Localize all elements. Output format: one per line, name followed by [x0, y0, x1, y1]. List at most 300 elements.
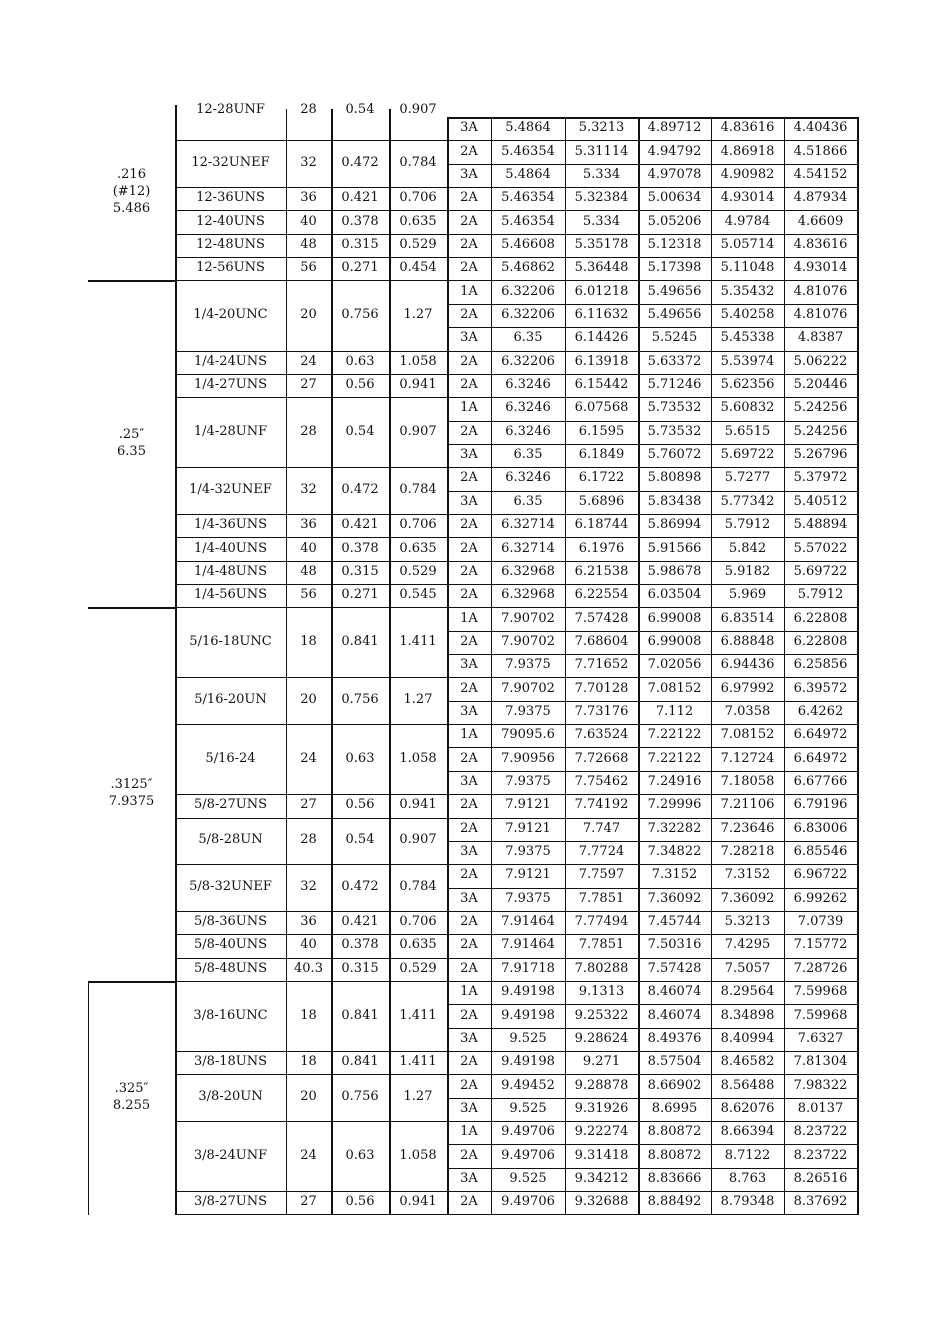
size-label-line: 8.255	[112, 1097, 151, 1113]
table-cell: 8.34898	[720, 1007, 775, 1023]
threads-per-inch: 48	[300, 563, 317, 579]
table-cell: 7.73176	[574, 703, 629, 719]
table-cell: 7.36092	[647, 890, 702, 906]
dimension-b: 0.529	[399, 236, 437, 252]
table-cell: 5.842	[728, 540, 767, 556]
dimension-b: 1.058	[399, 750, 437, 766]
thread-designation: 1/4-56UNS	[193, 587, 268, 603]
thread-class: 2A	[460, 1194, 478, 1210]
table-cell: 5.4864	[505, 166, 551, 182]
table-cell: 6.83006	[793, 820, 848, 836]
table-cell: 7.9375	[505, 844, 551, 860]
dimension-b: 1.058	[399, 353, 437, 369]
table-cell: 4.54152	[793, 166, 848, 182]
table-cell: 5.334	[582, 166, 621, 182]
table-cell: 9.271	[582, 1054, 621, 1070]
table-cell: 5.24256	[793, 400, 848, 416]
table-cell: 6.18744	[574, 517, 629, 533]
dimension-b: 0.907	[399, 832, 437, 848]
threads-per-inch: 27	[300, 1194, 317, 1210]
table-rule	[286, 1214, 447, 1215]
dimension-b: 0.784	[399, 482, 437, 498]
table-cell: 5.6515	[724, 423, 771, 439]
table-cell: 5.00634	[647, 190, 702, 206]
dimension-b: 0.907	[399, 423, 437, 439]
thread-designation: 1/4-24UNS	[193, 353, 268, 369]
table-cell: 7.9375	[505, 774, 551, 790]
table-cell: 4.83616	[720, 120, 775, 136]
table-cell: 7.28218	[720, 844, 775, 860]
table-cell: 6.94436	[720, 657, 775, 673]
table-cell: 4.9784	[724, 213, 771, 229]
table-cell: 4.86918	[720, 143, 775, 159]
table-cell: 7.4295	[724, 937, 771, 953]
dimension-a: 0.63	[345, 750, 375, 766]
thread-designation: 1/4-27UNS	[193, 377, 268, 393]
table-cell: 7.08152	[647, 680, 702, 696]
table-cell: 4.93014	[720, 190, 775, 206]
table-cell: 6.96722	[793, 867, 848, 883]
table-rule	[175, 105, 177, 1215]
thread-class: 2A	[460, 260, 478, 276]
table-cell: 7.23646	[720, 820, 775, 836]
table-cell: 6.83514	[720, 610, 775, 626]
thread-designation: 3/8-20UN	[198, 1089, 263, 1105]
thread-class: 3A	[460, 774, 478, 790]
dimension-a: 0.56	[345, 797, 375, 813]
table-cell: 7.74192	[574, 797, 629, 813]
table-cell: 7.57428	[574, 610, 629, 626]
table-cell: 7.08152	[720, 727, 775, 743]
table-cell: 7.9121	[505, 867, 551, 883]
table-cell: 7.98322	[793, 1077, 848, 1093]
size-label	[88, 607, 175, 981]
table-cell: 8.40994	[720, 1030, 775, 1046]
dimension-b: 0.941	[399, 377, 437, 393]
table-cell: 7.6327	[797, 1030, 844, 1046]
table-cell: 5.46354	[501, 190, 555, 206]
table-cell: 7.9375	[505, 657, 551, 673]
table-cell: 9.31926	[574, 1100, 629, 1116]
threads-per-inch: 32	[300, 155, 317, 171]
threads-per-inch: 40.3	[294, 960, 323, 976]
table-cell: 7.77494	[574, 914, 629, 930]
table-cell: 7.747	[582, 820, 621, 836]
size-label-line: .25″	[118, 426, 145, 442]
table-cell: 4.40436	[793, 120, 848, 136]
table-cell: 7.34822	[647, 844, 702, 860]
thread-class: 3A	[460, 1030, 478, 1046]
table-cell: 4.94792	[647, 143, 702, 159]
table-rule	[447, 117, 449, 1215]
table-cell: 4.51866	[793, 143, 848, 159]
table-rule	[447, 1214, 858, 1215]
threads-per-inch: 18	[300, 1007, 317, 1023]
table-cell: 5.40512	[793, 493, 848, 509]
table-cell: 5.17398	[647, 260, 702, 276]
table-cell: 7.15772	[793, 937, 848, 953]
threads-per-inch: 48	[300, 236, 317, 252]
table-cell: 6.64972	[793, 727, 848, 743]
thread-class: 2A	[460, 1147, 478, 1163]
table-cell: 4.90982	[720, 166, 775, 182]
table-cell: 5.60832	[720, 400, 775, 416]
table-cell: 8.37692	[793, 1194, 848, 1210]
table-cell: 7.72668	[574, 750, 629, 766]
table-cell: 8.83666	[647, 1170, 702, 1186]
table-cell: 7.7724	[578, 844, 625, 860]
table-cell: 9.49198	[501, 1007, 555, 1023]
table-cell: 6.35	[513, 493, 543, 509]
table-cell: 5.76072	[647, 447, 702, 463]
size-label-line: 7.9375	[108, 794, 155, 810]
table-cell: 8.23722	[793, 1147, 848, 1163]
thread-class: 1A	[460, 283, 478, 299]
table-rule	[286, 109, 287, 1215]
table-rule	[784, 117, 785, 1215]
dimension-b: 1.411	[399, 633, 437, 649]
table-cell: 5.12318	[647, 236, 702, 252]
table-cell: 6.32206	[501, 283, 555, 299]
table-cell: 6.1595	[578, 423, 625, 439]
table-cell: 5.73532	[647, 423, 702, 439]
dimension-a: 0.315	[341, 236, 379, 252]
size-label-line: 6.35	[117, 443, 146, 459]
table-cell: 7.45744	[647, 914, 702, 930]
size-label-line: (#12)	[112, 183, 151, 199]
table-cell: 6.32206	[501, 353, 555, 369]
thread-designation: 12-40UNS	[196, 213, 265, 229]
thread-designation: 5/8-36UNS	[193, 914, 268, 930]
thread-class: 2A	[460, 867, 478, 883]
table-cell: 6.07568	[574, 400, 629, 416]
thread-class: 2A	[460, 423, 478, 439]
thread-designation: 3/8-24UNF	[193, 1147, 268, 1163]
table-cell: 4.81076	[793, 307, 848, 323]
table-cell: 6.22808	[793, 633, 848, 649]
table-cell: 8.26516	[793, 1170, 848, 1186]
table-cell: 5.83438	[647, 493, 702, 509]
table-cell: 5.86994	[647, 517, 702, 533]
table-cell: 6.79196	[793, 797, 848, 813]
table-cell: 5.53974	[720, 353, 775, 369]
table-cell: 7.7851	[578, 890, 625, 906]
table-cell: 6.4262	[797, 703, 844, 719]
thread-class: 3A	[460, 1100, 478, 1116]
table-cell: 6.67766	[793, 774, 848, 790]
table-cell: 8.763	[728, 1170, 767, 1186]
table-cell: 5.4864	[505, 120, 551, 136]
dimension-a: 0.472	[341, 155, 379, 171]
thread-designation: 5/8-32UNEF	[189, 879, 272, 895]
thread-class: 2A	[460, 750, 478, 766]
thread-class: 1A	[460, 1124, 478, 1140]
dimension-b: 0.941	[399, 797, 437, 813]
table-cell: 6.35	[513, 447, 543, 463]
table-cell: 5.36448	[574, 260, 629, 276]
table-cell: 7.75462	[574, 774, 629, 790]
table-cell: 5.69722	[793, 563, 848, 579]
dimension-a: 0.63	[345, 1147, 375, 1163]
table-cell: 6.39572	[793, 680, 848, 696]
table-rule	[389, 109, 391, 1215]
table-cell: 9.49706	[501, 1194, 555, 1210]
table-cell: 7.81304	[793, 1054, 848, 1070]
table-cell: 5.05714	[720, 236, 775, 252]
dimension-a: 0.315	[341, 563, 379, 579]
table-cell: 7.9375	[505, 890, 551, 906]
threads-per-inch: 28	[300, 102, 317, 118]
dimension-b: 1.27	[403, 307, 433, 323]
table-cell: 8.66394	[720, 1124, 775, 1140]
table-cell: 9.34212	[574, 1170, 629, 1186]
thread-class: 2A	[460, 517, 478, 533]
table-cell: 5.80898	[647, 470, 702, 486]
thread-class: 3A	[460, 330, 478, 346]
threads-per-inch: 18	[300, 633, 317, 649]
dimension-a: 0.56	[345, 1194, 375, 1210]
threads-per-inch: 27	[300, 797, 317, 813]
table-cell: 5.26796	[793, 447, 848, 463]
threads-per-inch: 32	[300, 482, 317, 498]
thread-class: 3A	[460, 447, 478, 463]
table-cell: 5.46862	[501, 260, 555, 276]
table-cell: 5.11048	[720, 260, 775, 276]
table-cell: 7.18058	[720, 774, 775, 790]
table-cell: 9.49198	[501, 984, 555, 1000]
table-cell: 7.57428	[647, 960, 702, 976]
table-cell: 5.35178	[574, 236, 629, 252]
thread-designation: 3/8-18UNS	[193, 1054, 268, 1070]
thread-class: 3A	[460, 657, 478, 673]
threads-per-inch: 40	[300, 937, 317, 953]
dimension-a: 0.271	[341, 587, 379, 603]
table-cell: 8.7122	[724, 1147, 771, 1163]
table-cell: 6.11632	[574, 307, 629, 323]
table-cell: 6.3246	[505, 470, 551, 486]
thread-class: 2A	[460, 190, 478, 206]
thread-class: 3A	[460, 703, 478, 719]
table-cell: 8.66902	[647, 1077, 702, 1093]
table-cell: 6.1849	[578, 447, 625, 463]
dimension-b: 0.529	[399, 563, 437, 579]
threads-per-inch: 32	[300, 879, 317, 895]
size-label-line: .325″	[114, 1080, 149, 1096]
table-rule	[88, 981, 89, 1216]
table-cell: 5.46354	[501, 143, 555, 159]
thread-class: 2A	[460, 353, 478, 369]
table-cell: 4.87934	[793, 190, 848, 206]
table-cell: 7.90702	[501, 680, 555, 696]
threads-per-inch: 28	[300, 423, 317, 439]
threads-per-inch: 24	[300, 1147, 317, 1163]
thread-class: 2A	[460, 540, 478, 556]
table-cell: 7.02056	[647, 657, 702, 673]
table-cell: 8.62076	[720, 1100, 775, 1116]
table-cell: 5.57022	[793, 540, 848, 556]
table-cell: 8.29564	[720, 984, 775, 1000]
table-cell: 6.88848	[720, 633, 775, 649]
dimension-b: 0.529	[399, 960, 437, 976]
thread-class: 2A	[460, 1007, 478, 1023]
table-cell: 5.40258	[720, 307, 775, 323]
table-cell: 6.85546	[793, 844, 848, 860]
thread-designation: 5/16-20UN	[194, 692, 267, 708]
thread-class: 2A	[460, 914, 478, 930]
table-cell: 8.88492	[647, 1194, 702, 1210]
table-cell: 6.14426	[574, 330, 629, 346]
table-cell: 6.35	[513, 330, 543, 346]
threads-per-inch: 24	[300, 750, 317, 766]
dimension-a: 0.54	[345, 102, 375, 118]
thread-class: 2A	[460, 377, 478, 393]
thread-class: 3A	[460, 1170, 478, 1186]
table-cell: 9.49706	[501, 1124, 555, 1140]
table-cell: 6.99008	[647, 610, 702, 626]
table-cell: 9.28624	[574, 1030, 629, 1046]
table-cell: 9.22274	[574, 1124, 629, 1140]
thread-designation: 1/4-28UNF	[193, 423, 268, 439]
table-rule	[175, 140, 447, 141]
dimension-a: 0.472	[341, 482, 379, 498]
table-cell: 7.63524	[574, 727, 629, 743]
dimension-a: 0.63	[345, 353, 375, 369]
table-cell: 6.3246	[505, 400, 551, 416]
thread-designation: 3/8-27UNS	[193, 1194, 268, 1210]
table-cell: 9.25322	[574, 1007, 629, 1023]
dimension-b: 0.706	[399, 517, 437, 533]
table-cell: 9.525	[509, 1030, 547, 1046]
size-label-line: .216	[117, 166, 146, 182]
thread-class: 2A	[460, 563, 478, 579]
thread-class: 2A	[460, 1054, 478, 1070]
table-cell: 5.32384	[574, 190, 629, 206]
table-cell: 6.22554	[574, 587, 629, 603]
thread-designation: 1/4-36UNS	[193, 517, 268, 533]
table-cell: 7.0739	[797, 914, 844, 930]
table-cell: 4.6609	[797, 213, 844, 229]
thread-class: 3A	[460, 890, 478, 906]
thread-class: 1A	[460, 984, 478, 1000]
table-cell: 7.59968	[793, 1007, 848, 1023]
table-cell: 8.46582	[720, 1054, 775, 1070]
table-cell: 7.90956	[501, 750, 555, 766]
table-cell: 7.12724	[720, 750, 775, 766]
table-cell: 7.9375	[505, 703, 551, 719]
threads-per-inch: 36	[300, 914, 317, 930]
table-rule	[638, 117, 640, 1215]
table-cell: 6.32968	[501, 563, 555, 579]
table-cell: 6.13918	[574, 353, 629, 369]
table-cell: 7.0358	[724, 703, 771, 719]
table-cell: 5.46354	[501, 213, 555, 229]
table-cell: 9.32688	[574, 1194, 629, 1210]
table-cell: 5.49656	[647, 283, 702, 299]
dimension-b: 0.635	[399, 213, 437, 229]
table-cell: 7.28726	[793, 960, 848, 976]
table-cell: 7.90702	[501, 633, 555, 649]
table-cell: 6.22808	[793, 610, 848, 626]
table-cell: 5.5245	[651, 330, 698, 346]
table-cell: 7.22122	[647, 750, 702, 766]
table-cell: 4.8387	[797, 330, 844, 346]
table-cell: 5.3213	[724, 914, 771, 930]
table-cell: 4.83616	[793, 236, 848, 252]
thread-class: 2A	[460, 680, 478, 696]
table-cell: 5.37972	[793, 470, 848, 486]
threads-per-inch: 20	[300, 307, 317, 323]
threads-per-inch: 36	[300, 517, 317, 533]
thread-class: 2A	[460, 820, 478, 836]
table-cell: 9.49452	[501, 1077, 555, 1093]
threads-per-inch: 20	[300, 692, 317, 708]
thread-class: 2A	[460, 937, 478, 953]
table-cell: 5.05206	[647, 213, 702, 229]
dimension-a: 0.841	[341, 1007, 379, 1023]
table-rule	[711, 117, 712, 1215]
dimension-a: 0.54	[345, 832, 375, 848]
dimension-a: 0.421	[341, 914, 379, 930]
table-rule	[491, 117, 492, 1215]
size-label-line: 5.486	[112, 200, 151, 216]
table-cell: 5.48894	[793, 517, 848, 533]
table-cell: 7.68604	[574, 633, 629, 649]
table-cell: 8.6995	[651, 1100, 698, 1116]
table-cell: 6.1976	[578, 540, 625, 556]
dimension-b: 0.635	[399, 937, 437, 953]
table-cell: 7.21106	[720, 797, 775, 813]
table-cell: 5.45338	[720, 330, 775, 346]
table-cell: 6.15442	[574, 377, 629, 393]
thread-designation: 12-36UNS	[196, 190, 265, 206]
table-cell: 5.49656	[647, 307, 702, 323]
table-cell: 7.91718	[501, 960, 555, 976]
table-cell: 5.63372	[647, 353, 702, 369]
thread-class: 1A	[460, 400, 478, 416]
table-cell: 5.7277	[724, 470, 771, 486]
threads-per-inch: 40	[300, 540, 317, 556]
thread-designation: 12-32UNEF	[191, 155, 270, 171]
table-cell: 7.3152	[651, 867, 698, 883]
table-cell: 8.46074	[647, 984, 702, 1000]
table-cell: 6.64972	[793, 750, 848, 766]
table-cell: 5.334	[582, 213, 621, 229]
dimension-a: 0.271	[341, 260, 379, 276]
dimension-a: 0.378	[341, 213, 379, 229]
table-cell: 6.32714	[501, 517, 555, 533]
thread-class: 2A	[460, 587, 478, 603]
threads-per-inch: 24	[300, 353, 317, 369]
table-cell: 8.49376	[647, 1030, 702, 1046]
table-cell: 7.36092	[720, 890, 775, 906]
table-cell: 4.93014	[793, 260, 848, 276]
table-cell: 8.79348	[720, 1194, 775, 1210]
threads-per-inch: 18	[300, 1054, 317, 1070]
table-cell: 9.1313	[578, 984, 625, 1000]
table-rule	[331, 109, 333, 1215]
table-cell: 9.525	[509, 1170, 547, 1186]
thread-class: 2A	[460, 236, 478, 252]
table-cell: 9.525	[509, 1100, 547, 1116]
thread-class: 1A	[460, 610, 478, 626]
dimension-b: 1.058	[399, 1147, 437, 1163]
thread-class: 3A	[460, 120, 478, 136]
table-cell: 7.70128	[574, 680, 629, 696]
thread-designation: 12-48UNS	[196, 236, 265, 252]
thread-designation: 5/8-27UNS	[193, 797, 268, 813]
dimension-b: 1.411	[399, 1007, 437, 1023]
table-cell: 6.25856	[793, 657, 848, 673]
